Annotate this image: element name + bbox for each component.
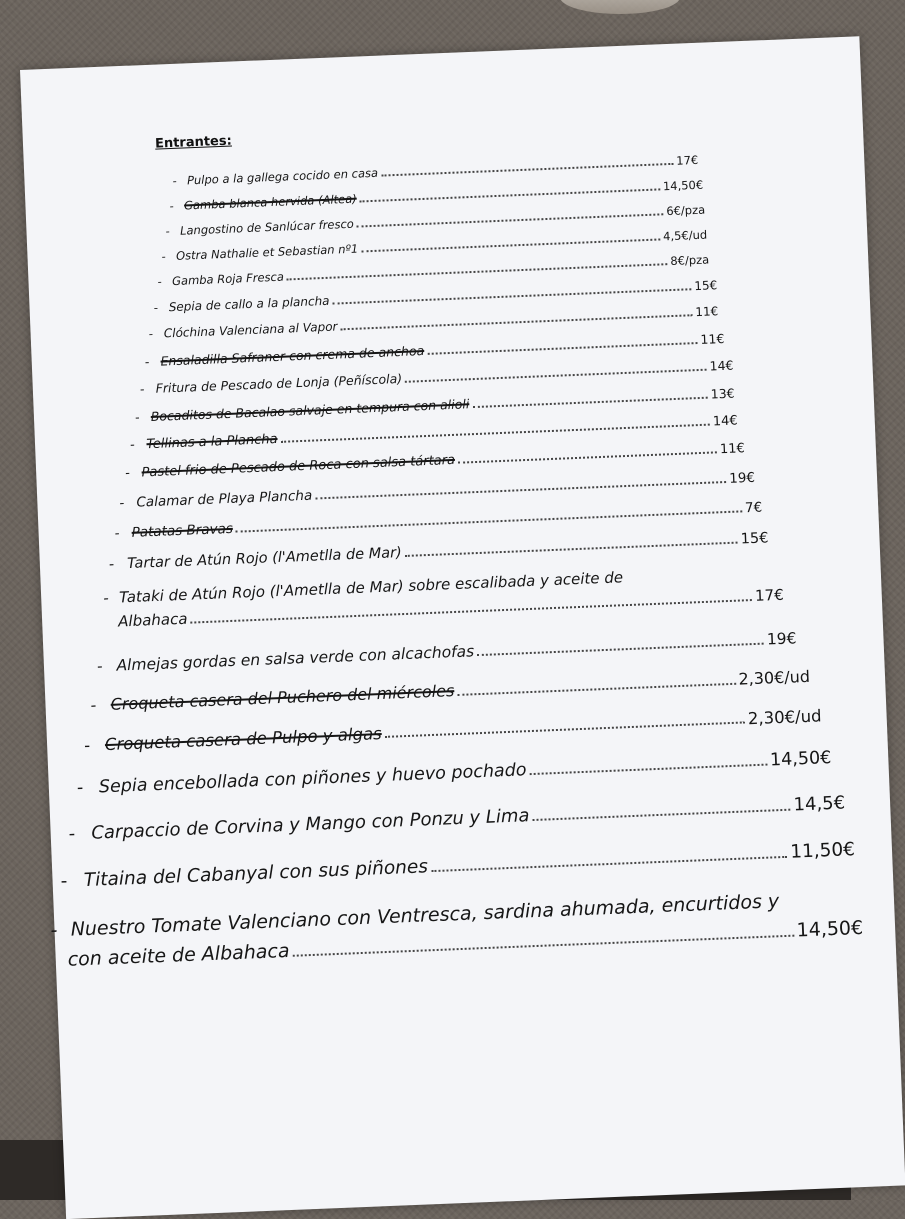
item-name: Bocaditos de Bacalao salvaje en tempura con alioli [150, 396, 470, 425]
item-price: 14€ [709, 357, 734, 374]
menu-item: - Langostino de Sanlúcar fresco 6€/pza [165, 202, 706, 239]
item-price: 19€ [728, 469, 756, 487]
dot-leader [293, 934, 794, 956]
item-price: 11€ [719, 441, 746, 458]
dot-leader [340, 314, 692, 330]
menu-sheet [20, 36, 905, 1219]
item-price: 7€ [744, 499, 763, 517]
item-name: Gamba blanca hervida (Altea) [183, 191, 357, 213]
dot-leader [333, 288, 692, 304]
item-price: 17€ [754, 585, 785, 605]
dot-leader [191, 599, 753, 624]
section-heading: Entrantes: [154, 133, 233, 152]
dot-leader [236, 511, 742, 533]
menu-item: - Bocaditos de Bacalao salvaje en tempura con alioli 13€ [134, 385, 735, 425]
item-price: 6€/pza [665, 202, 706, 219]
dot-leader [405, 542, 738, 557]
menu-item: - Fritura de Pescado de Lonja (Peñíscola) 14€ [139, 357, 734, 397]
item-price: 14,50€ [662, 177, 704, 194]
wine-glass-base [560, 0, 680, 14]
item-name: Fritura de Pescado de Lonja (Peñíscola) [155, 370, 403, 396]
dot-leader [315, 481, 726, 500]
item-price: 14€ [712, 413, 738, 430]
dot-leader [427, 342, 697, 355]
dot-leader [281, 424, 710, 443]
item-price: 14,5€ [793, 792, 846, 816]
item-price: 14,50€ [796, 916, 864, 942]
item-price: 8€/pza [670, 252, 710, 269]
item-price: 2,30€/ud [747, 706, 822, 729]
menu-item: - Clóchina Valenciana al Vapor 11€ [148, 304, 719, 342]
item-name: Pulpo a la gallega cocido en casa [186, 165, 379, 188]
item-name-line2: con aceite de Albahaca [67, 939, 290, 971]
menu-item: - Sepia de callo a la plancha 15€ [153, 278, 718, 315]
item-price: 15€ [740, 530, 769, 548]
menu-item: - Croqueta casera del Puchero del miércoles 2,30€/ud [90, 666, 811, 715]
menu-item: - Tellinas a la Plancha 14€ [129, 413, 738, 453]
menu-item: - Tartar de Atún Rojo (l'Ametlla de Mar) 15€ [108, 530, 769, 573]
menu-item: - Ostra Nathalie et Sebastian nº1 4,5€/ud [161, 227, 708, 264]
menu-item: - Almejas gordas en salsa verde con alcachofas 19€ [96, 629, 797, 676]
dot-leader [385, 722, 745, 738]
menu-item-multiline: - Tataki de Atún Rojo (l'Ametlla de Mar) sobre escalibada y aceite de Albahaca 17€ [102, 568, 785, 631]
menu-item: - Gamba blanca hervida (Altea) 14,50€ [169, 177, 704, 214]
item-name: Ensaladilla Safraner con crema de anchoa [160, 343, 425, 369]
item-price: 11€ [700, 330, 725, 347]
item-name: Gamba Roja Fresca [171, 269, 285, 289]
dot-leader [472, 396, 707, 407]
item-name-line1: Nuestro Tomate Valenciano con Ventresca, sardina ahumada, encurtidos y [70, 890, 780, 941]
menu-item-multiline: - Nuestro Tomate Valenciano con Ventresca, sardina ahumada, encurtidos y con aceite de Albahaca 14,50€ [50, 890, 864, 971]
item-name-line2: Albahaca [117, 609, 188, 631]
item-name-line1: Tataki de Atún Rojo (l'Ametlla de Mar) sobre escalibada y aceite de [118, 568, 624, 607]
item-name: Sepia de callo a la plancha [168, 293, 330, 315]
item-price: 17€ [675, 152, 699, 168]
dot-leader [360, 188, 660, 202]
item-name: Pastel frio de Pescado de Roca con salsa tártara [141, 452, 456, 481]
dot-leader [361, 238, 660, 252]
item-name: Tartar de Atún Rojo (l'Ametlla de Mar) [126, 545, 403, 573]
menu-item: - Calamar de Playa Plancha 19€ [119, 469, 756, 512]
menu-item: - Sepia encebollada con piñones y huevo pochado 14,50€ [76, 748, 832, 799]
item-name: Sepia encebollada con piñones y huevo pochado [98, 760, 527, 798]
dot-leader [457, 682, 735, 695]
menu-item: - Pastel frio de Pescado de Roca con salsa tártara 11€ [124, 441, 746, 482]
item-name: Calamar de Playa Plancha [136, 487, 313, 511]
item-price: 4,5€/ud [662, 227, 708, 244]
item-name: Tellinas a la Plancha [146, 431, 278, 453]
dot-leader [357, 213, 664, 227]
dot-leader [530, 764, 768, 776]
item-price: 19€ [766, 629, 797, 649]
item-name: Croqueta casera del Puchero del miércoles [110, 681, 455, 714]
item-name: Titaina del Cabanyal con sus piñones [83, 856, 429, 892]
item-name: Carpaccio de Corvina y Mango con Ponzu y Lima [90, 805, 530, 844]
item-price: 11,50€ [789, 839, 856, 863]
dot-leader [405, 368, 707, 382]
menu-item: - Carpaccio de Corvina y Mango con Ponzu y Lima 14,5€ [68, 792, 846, 845]
menu-item: - Croqueta casera de Pulpo y algas 2,30€/ud [83, 706, 822, 755]
dot-leader [533, 809, 791, 821]
item-price: 11€ [695, 304, 719, 320]
dot-leader [287, 263, 667, 280]
menu [20, 36, 905, 1219]
item-price: 14,50€ [769, 748, 832, 771]
dot-leader [431, 856, 787, 872]
menu-item: - Pulpo a la gallega cocido en casa 17€ [172, 152, 699, 188]
item-price: 2,30€/ud [738, 666, 811, 689]
item-name: Ostra Nathalie et Sebastian nº1 [175, 241, 359, 263]
item-name: Clóchina Valenciana al Vapor [163, 319, 338, 341]
item-name: Almejas gordas en salsa verde con alcachofas [116, 642, 475, 675]
dot-leader [458, 452, 717, 464]
item-price: 13€ [710, 385, 735, 402]
menu-item: - Gamba Roja Fresca 8€/pza [157, 252, 710, 289]
menu-item: - Ensaladilla Safraner con crema de anchoa 11€ [144, 330, 725, 370]
item-name: Langostino de Sanlúcar fresco [179, 216, 355, 238]
item-name: Patatas Bravas [131, 520, 234, 541]
menu-item: - Titaina del Cabanyal con sus piñones 11,50€ [60, 839, 856, 893]
dot-leader [381, 163, 673, 177]
item-name: Croqueta casera de Pulpo y algas [104, 724, 383, 755]
menu-item: - Patatas Bravas 7€ [114, 499, 763, 542]
dot-leader [477, 642, 764, 656]
item-price: 15€ [694, 278, 718, 294]
